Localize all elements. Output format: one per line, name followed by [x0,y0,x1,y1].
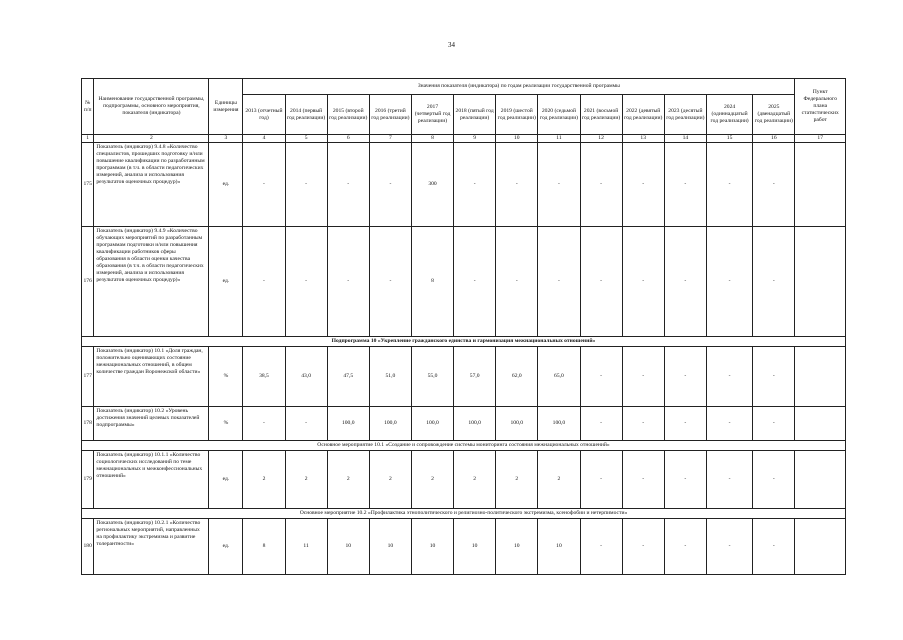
value-cell: 47,5 [327,346,369,406]
value-cell: - [664,142,706,226]
value-cell: - [369,142,411,226]
value-cell: 100,0 [327,406,369,440]
unit-cell: ед. [209,142,243,226]
value-cell: - [454,226,496,336]
unit-cell: ед. [209,226,243,336]
value-cell: - [622,406,664,440]
value-cell: 10 [496,518,538,574]
value-cell: 10 [454,518,496,574]
value-cell: - [496,142,538,226]
value-cell: - [496,226,538,336]
value-cell: - [753,406,795,440]
page-number: 34 [448,41,455,49]
value-cell: - [622,226,664,336]
value-cell: 57,0 [454,346,496,406]
value-cell: - [243,406,285,440]
value-cell: 8 [243,518,285,574]
value-cell: - [580,142,622,226]
header-year: 2016 (третий год реализации) [369,95,411,135]
value-cell: - [664,226,706,336]
value-cell: 300 [411,142,453,226]
column-number: 8 [411,135,453,143]
column-number: 9 [454,135,496,143]
value-cell: - [285,142,327,226]
value-cell: 10 [538,518,580,574]
value-cell: - [580,226,622,336]
value-cell: - [664,450,706,508]
value-cell: 2 [327,450,369,508]
indicator-name: Показатель (индикатор) 9.4.9 «Количество обучающих мероприятий по разработанным программам подготовки и/или повышения квалификации работников сферы образования в области оценки качества образования (в т.ч. в области педагогических измерений, анализа и использования результатов оценочных процедур)» [94,226,209,336]
value-cell: 62,0 [496,346,538,406]
header-num: № п/п [82,79,94,135]
value-cell: - [580,406,622,440]
value-cell: - [243,142,285,226]
header-year: 2018 (пятый год реализации) [454,95,496,135]
value-cell: - [369,226,411,336]
source-cell [795,346,846,406]
header-year: 2025 (двенадцатый год реализации) [753,95,795,135]
value-cell: - [706,450,752,508]
table-row [82,406,846,440]
indicator-name: Показатель (индикатор) 10.1 «Доля граждан, положительно оценивающих состояние межнациональных отношений, в общем количестве граждан Воронежской области» [94,346,209,406]
value-cell: 2 [369,450,411,508]
source-cell [795,450,846,508]
header-unit: Единицы измерения [209,79,243,135]
column-number: 5 [285,135,327,143]
value-cell: - [753,142,795,226]
header-year: 2014 (первый год реализации) [285,95,327,135]
column-number: 13 [622,135,664,143]
header-year: 2022 (девятый год реализации) [622,95,664,135]
subprogram-heading: Подпрограмма 10 «Укрепление гражданского единства и гармонизация межнациональных отношений» [82,336,846,346]
value-cell: - [285,406,327,440]
header-year: 2015 (второй год реализации) [327,95,369,135]
unit-cell: % [209,346,243,406]
column-number: 3 [209,135,243,143]
value-cell: 8 [411,226,453,336]
value-cell: 38,5 [243,346,285,406]
value-cell: - [285,226,327,336]
value-cell: 100,0 [496,406,538,440]
indicator-name: Показатель (индикатор) 10.1.1 «Количество социологических исследований по теме межнациональных и межконфессиональных отношений» [94,450,209,508]
row-number: 176 [82,226,94,336]
value-cell: - [622,450,664,508]
value-cell: - [243,226,285,336]
table-row [82,346,846,406]
value-cell: - [706,226,752,336]
column-number: 1 [82,135,94,143]
value-cell: 2 [454,450,496,508]
value-cell: 10 [369,518,411,574]
column-number: 11 [538,135,580,143]
value-cell: - [538,226,580,336]
header-year: 2019 (шестой год реализации) [496,95,538,135]
header-year: 2021 (восьмой год реализации) [580,95,622,135]
source-cell [795,142,846,226]
row-number: 178 [82,406,94,440]
column-number: 2 [94,135,209,143]
value-cell: 2 [411,450,453,508]
value-cell: - [706,518,752,574]
value-cell: - [622,142,664,226]
row-number: 175 [82,142,94,226]
table-row [82,450,846,508]
value-cell: - [664,346,706,406]
value-cell: 100,0 [411,406,453,440]
indicator-name: Показатель (индикатор) 10.2 «Уровень достижения значений целевых показателей подпрограммы» [94,406,209,440]
value-cell: 2 [496,450,538,508]
row-number: 177 [82,346,94,406]
column-number: 10 [496,135,538,143]
value-cell: - [664,406,706,440]
value-cell: 51,0 [369,346,411,406]
header-year: 2023 (десятый год реализации) [664,95,706,135]
value-cell: 2 [243,450,285,508]
value-cell: - [622,346,664,406]
measure-heading: Основное мероприятие 10.1 «Создание и сопровождение системы мониторинга состояния межнациональных отношений» [82,440,846,450]
column-number: 7 [369,135,411,143]
row-number: 179 [82,450,94,508]
table-row [82,142,846,226]
value-cell: - [753,518,795,574]
value-cell: 100,0 [538,406,580,440]
header-year: 2017 (четвертый год реализации) [411,95,453,135]
indicator-table [81,78,846,575]
indicator-name: Показатель (индикатор) 10.2.1 «Количество региональных мероприятий, направленных на профилактику экстремизма и развитие толерантности» [94,518,209,574]
header-name: Наименование государственной программы, подпрограммы, основного мероприятия, показателя (индикатора) [94,79,209,135]
value-cell: - [622,518,664,574]
source-cell [795,406,846,440]
value-cell: 10 [411,518,453,574]
unit-cell: % [209,406,243,440]
value-cell: - [327,226,369,336]
value-cell: 43,0 [285,346,327,406]
value-cell: - [454,142,496,226]
column-number: 4 [243,135,285,143]
column-number: 15 [706,135,752,143]
header-source: Пункт Федерального плана статистических работ [795,79,846,135]
value-cell: 2 [538,450,580,508]
header-year: 2013 (отчетный год) [243,95,285,135]
unit-cell: ед. [209,450,243,508]
value-cell: - [706,406,752,440]
value-cell: - [753,346,795,406]
column-number: 14 [664,135,706,143]
value-cell: 100,0 [454,406,496,440]
value-cell: - [580,450,622,508]
column-number: 6 [327,135,369,143]
value-cell: 10 [327,518,369,574]
value-cell: - [664,518,706,574]
column-number: 16 [753,135,795,143]
header-year: 2020 (седьмой год реализации) [538,95,580,135]
value-cell: 65,0 [538,346,580,406]
value-cell: 55,0 [411,346,453,406]
value-cell: - [327,142,369,226]
value-cell: 100,0 [369,406,411,440]
table-row [82,226,846,336]
value-cell: - [753,226,795,336]
value-cell: - [706,142,752,226]
value-cell: 2 [285,450,327,508]
value-cell: - [706,346,752,406]
column-number: 12 [580,135,622,143]
measure-heading: Основное мероприятие 10.2 «Профилактика этнополитического и религиозно-политического экстремизма, ксенофобии и нетерпимости» [82,508,846,518]
column-number: 17 [795,135,846,143]
header-year: 2024 (одиннадцатый год реализации) [706,95,752,135]
value-cell: - [580,346,622,406]
source-cell [795,226,846,336]
value-cell: - [580,518,622,574]
source-cell [795,518,846,574]
table-row [82,518,846,574]
header-values-title: Значения показателя (индикатора) по годам реализации государственной программы [243,79,795,95]
value-cell: - [753,450,795,508]
indicator-name: Показатель (индикатор) 9.4.8 «Количество специалистов, прошедших подготовку и/или повышение квалификации по разработанным программам (в т.ч. в области педагогических измерений, анализа и использования результатов оценочных процедур)» [94,142,209,226]
value-cell: 11 [285,518,327,574]
unit-cell: ед. [209,518,243,574]
row-number: 180 [82,518,94,574]
value-cell: - [538,142,580,226]
